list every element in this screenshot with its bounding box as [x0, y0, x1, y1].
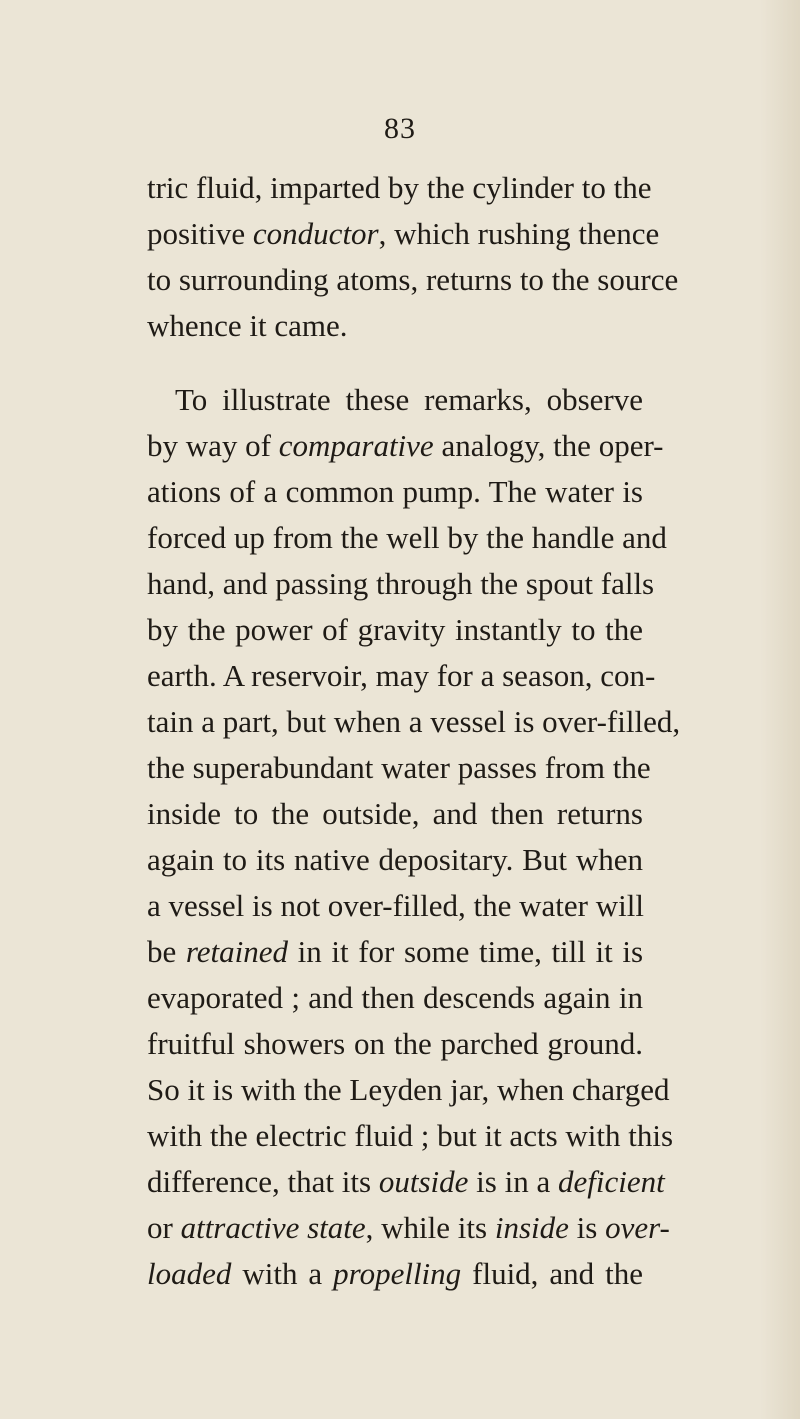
text-line: tric fluid, imparted by the cylinder to the	[147, 170, 652, 205]
text-line: tain a part, but when a vessel is over-filled,	[147, 704, 681, 739]
text-line: by the power of gravity instantly to the	[147, 612, 643, 647]
text-line: whence it came.	[147, 308, 348, 343]
text-line: inside to the outside, and then returns	[147, 796, 643, 831]
text-line: loaded with a propelling fluid, and the	[147, 1256, 644, 1291]
text-line: difference, that its outside is in a deficient	[147, 1164, 665, 1199]
page-number: 83	[384, 112, 416, 145]
text-line: To illustrate these remarks, observe	[175, 382, 643, 417]
text-line: the superabundant water passes from the	[147, 750, 651, 785]
page-edge-shadow	[760, 0, 800, 1419]
text-line: fruitful showers on the parched ground.	[147, 1026, 643, 1061]
text-line: again to its native depositary. But when	[147, 842, 643, 877]
text-line: positive conductor, which rushing thence	[147, 216, 660, 251]
text-line: hand, and passing through the spout falls	[147, 566, 655, 601]
text-line: with the electric fluid ; but it acts with this	[147, 1118, 674, 1153]
text-line: by way of comparative analogy, the oper-	[147, 428, 664, 463]
text-line: earth. A reservoir, may for a season, con-	[147, 658, 656, 693]
text-line: to surrounding atoms, returns to the source	[147, 262, 679, 297]
text-line: forced up from the well by the handle and	[147, 520, 667, 555]
text-line: or attractive state, while its inside is over-	[147, 1210, 670, 1245]
text-line: a vessel is not over-filled, the water will	[147, 888, 644, 923]
text-line: be retained in it for some time, till it is	[147, 934, 644, 969]
text-line: evaporated ; and then descends again in	[147, 980, 643, 1015]
text-line: ations of a common pump. The water is	[147, 474, 643, 509]
text-line: So it is with the Leyden jar, when charged	[147, 1072, 670, 1107]
